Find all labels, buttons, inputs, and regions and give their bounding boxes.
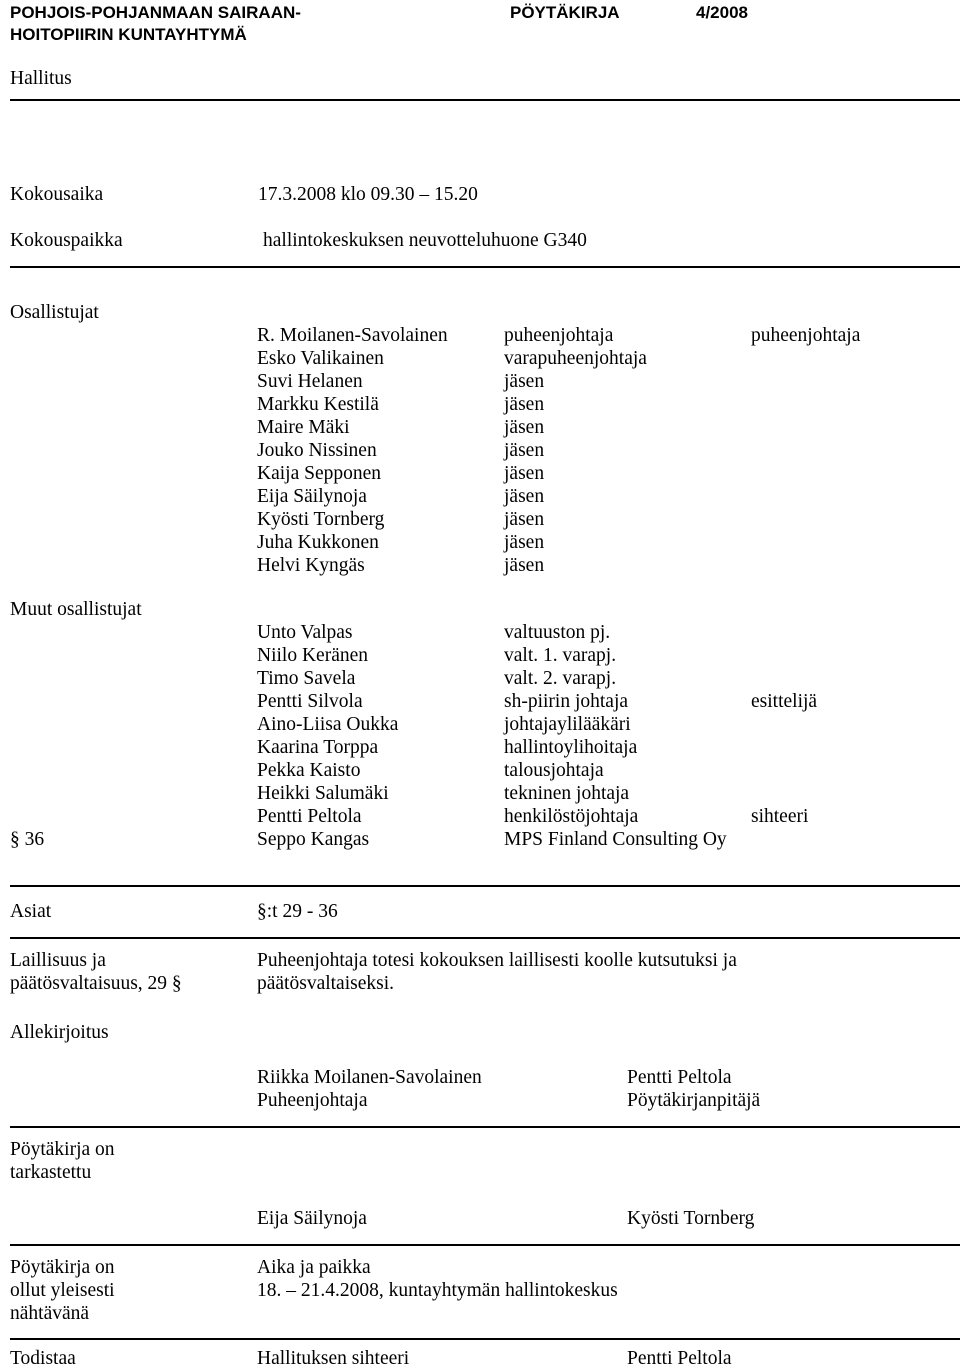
items-top-divider (10, 885, 960, 887)
display-label-line1: Pöytäkirja on (10, 1257, 115, 1278)
chair-name: Riikka Moilanen-Savolainen (257, 1067, 482, 1088)
participant-name: Kyösti Tornberg (257, 509, 385, 530)
other-participant-note: sihteeri (751, 806, 809, 827)
participants-label: Osallistujat (10, 302, 99, 323)
signature-label: Allekirjoitus (10, 1022, 109, 1043)
legality-label-line2: päätösvaltaisuus, 29 § (10, 973, 182, 994)
participant-role: jäsen (504, 463, 545, 484)
other-participant-role: henkilöstöjohtaja (504, 806, 639, 827)
org-name-line1: POHJOIS-POHJANMAAN SAIRAAN- (10, 3, 301, 22)
meeting-place-label: Kokouspaikka (10, 230, 123, 251)
other-participant-name: Unto Valpas (257, 622, 353, 643)
participant-name: Markku Kestilä (257, 394, 379, 415)
participant-name: R. Moilanen-Savolainen (257, 325, 448, 346)
header-divider (10, 99, 960, 101)
meeting-time-label: Kokousaika (10, 184, 104, 205)
participant-role: puheenjohtaja (504, 325, 614, 346)
legality-label-line1: Laillisuus ja (10, 950, 106, 971)
other-participant-name: Pentti Silvola (257, 691, 363, 712)
participant-role: jäsen (504, 394, 545, 415)
other-participants-label: Muut osallistujat (10, 599, 142, 620)
other-participant-role: sh-piirin johtaja (504, 691, 629, 712)
participant-role: jäsen (504, 440, 545, 461)
other-participant-role: hallintoylihoitaja (504, 737, 638, 758)
participant-name: Kaija Sepponen (257, 463, 382, 484)
other-participant-name: Pentti Peltola (257, 806, 362, 827)
inspector-2: Kyösti Tornberg (627, 1208, 755, 1229)
doc-number: 4/2008 (696, 3, 748, 22)
display-heading: Aika ja paikka (257, 1257, 371, 1278)
participant-name: Eija Säilynoja (257, 486, 367, 507)
other-participant-name: Pekka Kaisto (257, 760, 361, 781)
display-label-line2: ollut yleisesti (10, 1280, 115, 1301)
display-label-line3: nähtävänä (10, 1303, 90, 1324)
doc-type: PÖYTÄKIRJA (510, 3, 620, 22)
participant-name: Suvi Helanen (257, 371, 363, 392)
participant-role: jäsen (504, 555, 545, 576)
other-participant-role: tekninen johtaja (504, 783, 630, 804)
other-participant-role: valtuuston pj. (504, 622, 611, 643)
secretary-name: Pentti Peltola (627, 1067, 732, 1088)
secretary-title: Pöytäkirjanpitäjä (627, 1090, 761, 1111)
meeting-place-value: hallintokeskuksen neuvotteluhuone G340 (263, 230, 587, 251)
participant-role: jäsen (504, 532, 545, 553)
participant-role: jäsen (504, 417, 545, 438)
participant-role: jäsen (504, 371, 545, 392)
participant-name: Juha Kukkonen (257, 532, 379, 553)
participant-role: jäsen (504, 486, 545, 507)
section-mark: § 36 (10, 829, 45, 850)
other-participant-name: Kaarina Torppa (257, 737, 379, 758)
certify-title: Hallituksen sihteeri (257, 1348, 410, 1369)
signature-divider (10, 1126, 960, 1128)
other-participant-role: valt. 1. varapj. (504, 645, 617, 666)
other-participant-name: Niilo Keränen (257, 645, 369, 666)
guest-name: Seppo Kangas (257, 829, 370, 850)
participant-name: Maire Mäki (257, 417, 350, 438)
other-participant-role: talousjohtaja (504, 760, 604, 781)
meeting-divider (10, 266, 960, 268)
certify-name: Pentti Peltola (627, 1348, 732, 1369)
items-label: Asiat (10, 901, 52, 922)
other-participant-role: valt. 2. varapj. (504, 668, 617, 689)
inspection-divider (10, 1244, 960, 1246)
display-value: 18. – 21.4.2008, kuntayhtymän hallintokeskus (257, 1280, 618, 1301)
other-participant-name: Heikki Salumäki (257, 783, 389, 804)
certify-label: Todistaa (10, 1348, 76, 1369)
legality-text-line1: Puheenjohtaja totesi kokouksen laillisesti koolle kutsutuksi ja (257, 950, 737, 971)
participant-name: Esko Valikainen (257, 348, 384, 369)
legality-text-line2: päätösvaltaiseksi. (257, 973, 395, 994)
participant-role: jäsen (504, 509, 545, 530)
guest-org: MPS Finland Consulting Oy (504, 829, 727, 850)
items-bottom-divider (10, 937, 960, 939)
other-participant-name: Aino-Liisa Oukka (257, 714, 399, 735)
participant-name: Helvi Kyngäs (257, 555, 365, 576)
items-value: §:t 29 - 36 (257, 901, 338, 922)
chair-title: Puheenjohtaja (257, 1090, 368, 1111)
participant-name: Jouko Nissinen (257, 440, 377, 461)
other-participant-role: johtajaylilääkäri (504, 714, 631, 735)
participant-role: varapuheenjohtaja (504, 348, 647, 369)
org-name-line2: HOITOPIIRIN KUNTAYHTYMÄ (10, 25, 247, 44)
other-participant-note: esittelijä (751, 691, 818, 712)
body-name: Hallitus (10, 68, 72, 89)
meeting-time-value: 17.3.2008 klo 09.30 – 15.20 (258, 184, 478, 205)
participant-note: puheenjohtaja (751, 325, 861, 346)
display-divider (10, 1338, 960, 1340)
inspection-label-line1: Pöytäkirja on (10, 1139, 115, 1160)
other-participant-name: Timo Savela (257, 668, 356, 689)
inspector-1: Eija Säilynoja (257, 1208, 367, 1229)
inspection-label-line2: tarkastettu (10, 1162, 92, 1183)
